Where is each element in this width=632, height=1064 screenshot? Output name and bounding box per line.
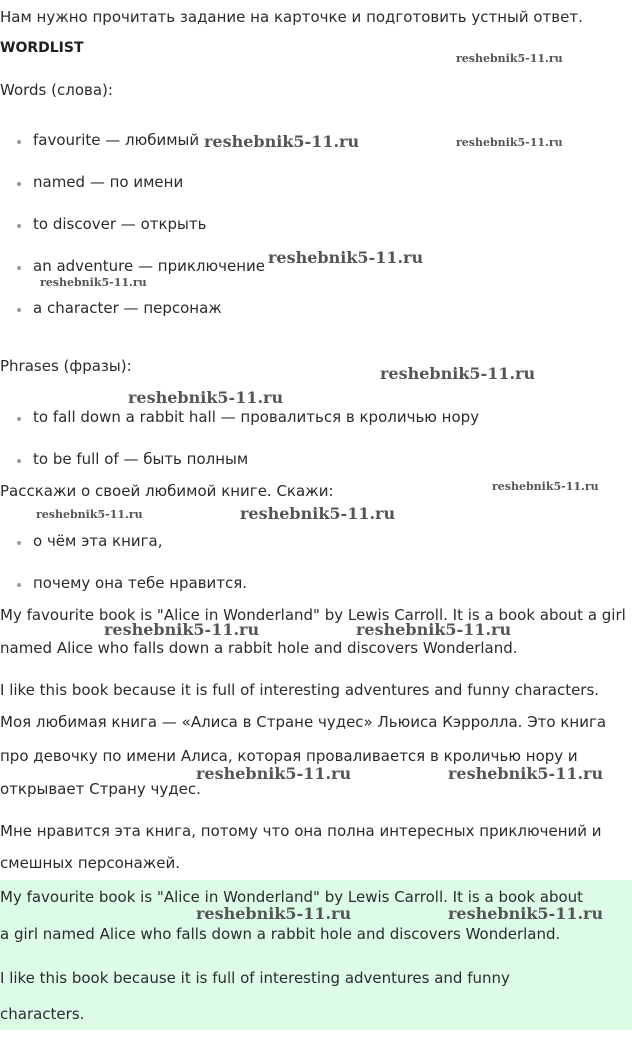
watermark: reshebnik5-11.ru xyxy=(448,904,604,923)
watermark: reshebnik5-11.ru xyxy=(36,508,143,521)
task-item: почему она тебе нравится. xyxy=(33,574,248,592)
russian-answer-line: смешных персонажей. xyxy=(0,854,181,872)
phrase-item: to fall down a rabbit hall — провалиться в кроличью нору xyxy=(33,408,480,426)
watermark: reshebnik5-11.ru xyxy=(380,364,536,383)
intro-text: Нам нужно прочитать задание на карточке и подготовить устный ответ. xyxy=(0,8,583,26)
bullet-icon xyxy=(17,541,21,545)
word-item: a character — персонаж xyxy=(33,299,222,317)
final-answer-line: characters. xyxy=(0,1005,85,1023)
final-answer-line: I like this book because it is full of interesting adventures and funny xyxy=(0,969,510,987)
watermark: reshebnik5-11.ru xyxy=(204,132,360,151)
russian-answer-line: про девочку по имени Алиса, которая проваливается в кроличью нору и xyxy=(0,747,578,765)
bullet-icon xyxy=(17,224,21,228)
bullet-icon xyxy=(17,583,21,587)
bullet-icon xyxy=(17,140,21,144)
english-answer-line: My favourite book is "Alice in Wonderland" by Lewis Carroll. It is a book about a girl xyxy=(0,606,626,624)
watermark: reshebnik5-11.ru xyxy=(448,764,604,783)
task-item: о чём эта книга, xyxy=(33,532,163,550)
word-item: an adventure — приключение xyxy=(33,257,266,275)
word-item: favourite — любимый xyxy=(33,131,200,149)
watermark: reshebnik5-11.ru xyxy=(268,248,424,267)
watermark: reshebnik5-11.ru xyxy=(456,52,563,65)
word-item: to discover — открыть xyxy=(33,215,207,233)
watermark: reshebnik5-11.ru xyxy=(240,504,396,523)
phrase-item: to be full of — быть полным xyxy=(33,450,249,468)
word-item: named — по имени xyxy=(33,173,184,191)
final-answer-line: a girl named Alice who falls down a rabbit hole and discovers Wonderland. xyxy=(0,925,561,943)
watermark: reshebnik5-11.ru xyxy=(456,136,563,149)
watermark: reshebnik5-11.ru xyxy=(356,620,512,639)
russian-answer-line: открывает Страну чудес. xyxy=(0,780,201,798)
bullet-icon xyxy=(17,459,21,463)
words-heading: Words (слова): xyxy=(0,81,113,99)
english-answer-line: I like this book because it is full of interesting adventures and funny characters. xyxy=(0,681,600,699)
watermark: reshebnik5-11.ru xyxy=(104,620,260,639)
phrases-heading: Phrases (фразы): xyxy=(0,357,132,375)
wordlist-title: WORDLIST xyxy=(0,40,84,56)
watermark: reshebnik5-11.ru xyxy=(196,764,352,783)
watermark: reshebnik5-11.ru xyxy=(40,276,147,289)
bullet-icon xyxy=(17,308,21,312)
final-answer-line: My favourite book is "Alice in Wonderland" by Lewis Carroll. It is a book about xyxy=(0,888,584,906)
bullet-icon xyxy=(17,417,21,421)
watermark: reshebnik5-11.ru xyxy=(492,480,599,493)
bullet-icon xyxy=(17,266,21,270)
english-answer-line: named Alice who falls down a rabbit hole and discovers Wonderland. xyxy=(0,639,518,657)
task-heading: Расскажи о своей любимой книге. Скажи: xyxy=(0,482,334,500)
russian-answer-line: Мне нравится эта книга, потому что она полна интересных приключений и xyxy=(0,822,602,840)
russian-answer-line: Моя любимая книга — «Алиса в Стране чудес» Льюиса Кэрролла. Это книга xyxy=(0,713,607,731)
bullet-icon xyxy=(17,182,21,186)
watermark: reshebnik5-11.ru xyxy=(128,388,284,407)
watermark: reshebnik5-11.ru xyxy=(196,904,352,923)
